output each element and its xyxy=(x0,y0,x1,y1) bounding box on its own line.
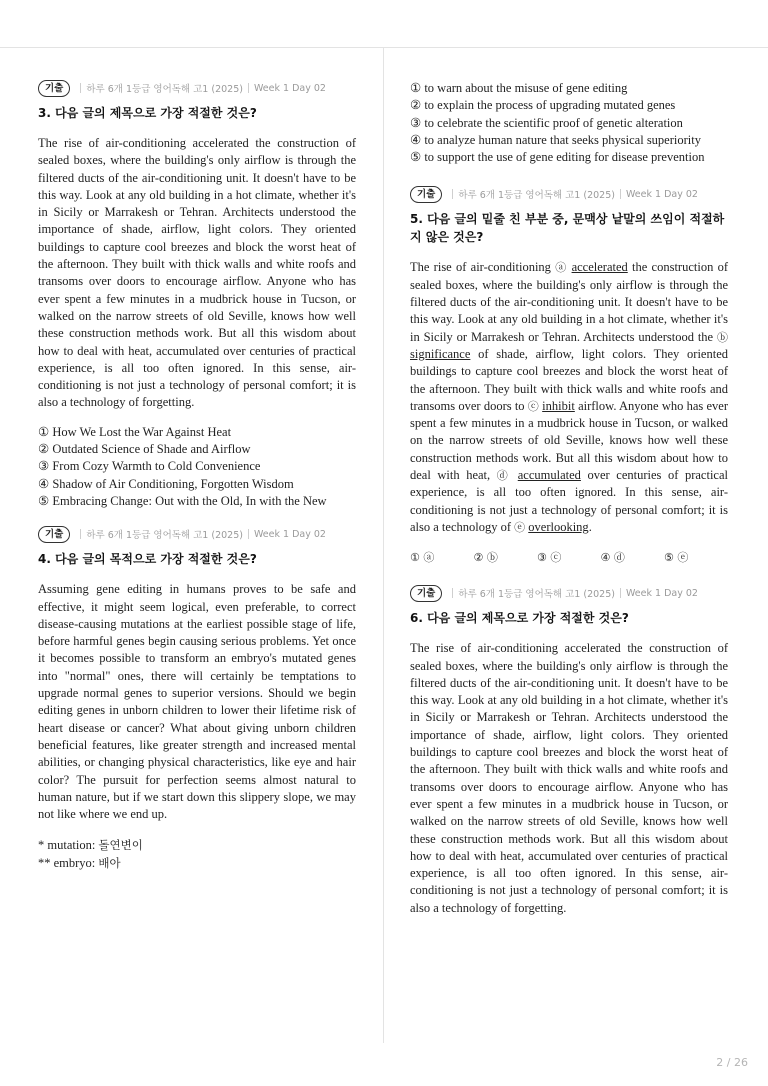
question-4-footnotes xyxy=(38,837,356,872)
tag-separator xyxy=(248,529,249,539)
exam-badge: 기출 xyxy=(38,80,70,97)
option[interactable]: ⑤ to support the use of gene editing for disease prevention xyxy=(410,150,705,165)
marker-e: ⓔ xyxy=(514,520,526,534)
underlined-word-c: inhibit xyxy=(542,398,575,413)
column-divider xyxy=(383,48,384,1043)
option[interactable]: ④ Shadow of Air Conditioning, Forgotten Wisdom xyxy=(38,476,294,491)
tag-separator xyxy=(80,529,81,539)
option[interactable]: ② to explain the process of upgrading mutated genes xyxy=(410,98,676,113)
tag-separator xyxy=(620,189,621,199)
question-5-options xyxy=(410,549,728,565)
source-label: 하루 6개 1등급 영어독해 고1 (2025) xyxy=(86,84,243,95)
option[interactable]: ① to warn about the misuse of gene editing xyxy=(410,81,628,95)
tag-separator xyxy=(452,189,453,199)
option[interactable]: ③ From Cozy Warmth to Cold Convenience xyxy=(38,459,261,474)
week-label: Week 1 Day 02 xyxy=(625,188,698,200)
question-5-passage: The rise of air-conditioning ⓐ accelerated the construction of sealed boxes, where the building's only airflow is through the filtered ducts of the air-conditioning unit. It doesn't have to be this way. Look at any old building in a hot climate, whether it's in Sicily or Marrakesh or Tehran. Architects understood the ⓑ significance of shade, airflow, light colors. They oriented buildings to capture cool breezes and block the worst heat of the afternoon. They built with thick walls and white roofs and transoms over doors to ⓒ inhibit airflow. Anyone who has ever spent a few minutes in a mudbrick house in Tucson, or walked on the narrow streets of old Seville, knows how well these construction methods work. But all this wisdom about how to deal with heat, ⓓ accumulated over centuries of practical experience, is all too often ignored. In this sense, air-conditioning is not just a technology of personal comfort; it is also a technology of ⓔ overlooking. xyxy=(410,260,729,534)
question-3-options xyxy=(38,424,356,510)
question-4-options xyxy=(410,80,728,166)
source-label: 하루 6개 1등급 영어독해 고1 (2025) xyxy=(458,190,615,202)
marker-c: ⓒ xyxy=(527,399,539,413)
option[interactable]: ① ⓐ xyxy=(410,551,435,565)
question-3-tagline xyxy=(38,78,356,98)
footnote: * mutation: 돌연변이 xyxy=(38,838,143,853)
question-4-title: 4. 다음 글의 목적으로 가장 적절한 것은? xyxy=(38,552,257,567)
exam-badge: 기출 xyxy=(38,526,70,543)
tag-separator xyxy=(248,83,249,93)
page-number: 2 / 26 xyxy=(716,1056,748,1069)
question-6-passage: The rise of air-conditioning accelerated the construction of sealed boxes, where the building's only airflow is through the filtered ducts of the air-conditioning unit. It doesn't have to be this way. Look at any old building in a hot climate, whether it's in Sicily or Marrakesh or Tehran. Architects understood the importance of shade, airflow, light colors. They oriented buildings to capture cool breezes and block the worst heat of the afternoon. They built with thick walls and white roofs and transoms over doors to encourage airflow. Anyone who has ever spent a few minutes in a mudbrick house in Tucson, or walked on the narrow streets of old Seville, knows how well these construction methods work. But all this wisdom about how to deal with heat, accumulated over centuries of practical experience, is all too often ignored. In this sense, air-conditioning is not just a technology of personal comfort; it is also a technology of forgetting. xyxy=(410,641,728,915)
question-6-tagline xyxy=(410,583,728,603)
option[interactable]: ④ to analyze human nature that seeks physical superiority xyxy=(410,132,701,147)
header-rule xyxy=(0,47,768,48)
week-label: Week 1 Day 02 xyxy=(253,528,326,540)
week-label: Week 1 Day 02 xyxy=(253,82,326,94)
option[interactable]: ③ ⓒ xyxy=(537,551,562,565)
option[interactable]: ② Outdated Science of Shade and Airflow xyxy=(38,442,251,457)
underlined-word-b: significance xyxy=(410,346,471,361)
tag-separator xyxy=(80,83,81,93)
marker-d: ⓓ xyxy=(496,469,512,483)
left-column xyxy=(38,78,356,872)
right-column xyxy=(410,80,728,917)
tag-separator xyxy=(452,588,453,598)
question-4-passage: Assuming gene editing in humans proves to be safe and effective, it might seem logical, even preferable, to correct disease-causing mutations at the earliest possible stage of life, before harmful genes begin causing serious problems. Yet once it becomes possible to transform an embryo's mutated genes into "normal" ones, there will certainly be temptations to upgrade normal genes to superior versions. Should we begin editing genes in unborn children to lower their lifetime risk of heart disease or cancer? What about giving unborn children beneficial features, like greater strength and increased mental abilities, or changing physical characteristics, like eye and hair color? The pursuit for perfection seems almost natural to human nature, but if we start down this slippery slope, we may not like where we end up. xyxy=(38,582,356,822)
exam-badge: 기출 xyxy=(410,585,442,602)
option[interactable]: ① How We Lost the War Against Heat xyxy=(38,424,232,439)
option[interactable]: ④ ⓓ xyxy=(600,551,625,565)
question-4-tagline xyxy=(38,524,356,544)
option[interactable]: ⑤ ⓔ xyxy=(664,551,689,565)
week-label: Week 1 Day 02 xyxy=(625,587,698,599)
option[interactable]: ③ to celebrate the scientific proof of genetic alteration xyxy=(410,115,683,130)
source-label: 하루 6개 1등급 영어독해 고1 (2025) xyxy=(458,589,615,601)
underlined-word-a: accelerated xyxy=(571,260,628,275)
question-3-title: 3. 다음 글의 제목으로 가장 적절한 것은? xyxy=(38,106,257,120)
marker-a: ⓐ xyxy=(555,261,568,275)
underlined-word-d: accumulated xyxy=(517,468,581,483)
question-5-title: 5. 다음 글의 밑줄 친 부분 중, 문맥상 낱말의 쓰임이 적절하지 않은 것은? xyxy=(410,212,725,245)
question-6-title: 6. 다음 글의 제목으로 가장 적절한 것은? xyxy=(410,611,629,626)
underlined-word-e: overlooking xyxy=(528,519,589,534)
exam-badge: 기출 xyxy=(410,186,442,203)
option[interactable]: ② ⓑ xyxy=(473,551,498,565)
option[interactable]: ⑤ Embracing Change: Out with the Old, In with the New xyxy=(38,493,327,508)
source-label: 하루 6개 1등급 영어독해 고1 (2025) xyxy=(86,530,243,542)
marker-b: ⓑ xyxy=(717,330,728,344)
question-3-passage: The rise of air-conditioning accelerated the construction of sealed boxes, where the building's only airflow is through the filtered ducts of the air-conditioning unit. It doesn't have to be this way. Look at any old building in a hot climate, whether it's in Sicily or Marrakesh or Tehran. Architects understood the importance of shade, airflow, light colors. They oriented buildings to capture cool breezes and block the worst heat of the afternoon. They built with thick walls and white roofs and transoms over doors to encourage airflow. Anyone who has ever spent a few minutes in a mudbrick house in Tucson, or walked on the narrow streets of old Seville, knows how well these construction methods work. But all this wisdom about how to deal with heat, accumulated over centuries of practical experience, is all too often ignored. In this sense, air-conditioning is not just a technology of personal comfort; it is also a technology of forgetting. xyxy=(38,136,356,410)
footnote: ** embryo: 배아 xyxy=(38,855,121,870)
question-5-tagline xyxy=(410,184,728,204)
tag-separator xyxy=(620,588,621,598)
